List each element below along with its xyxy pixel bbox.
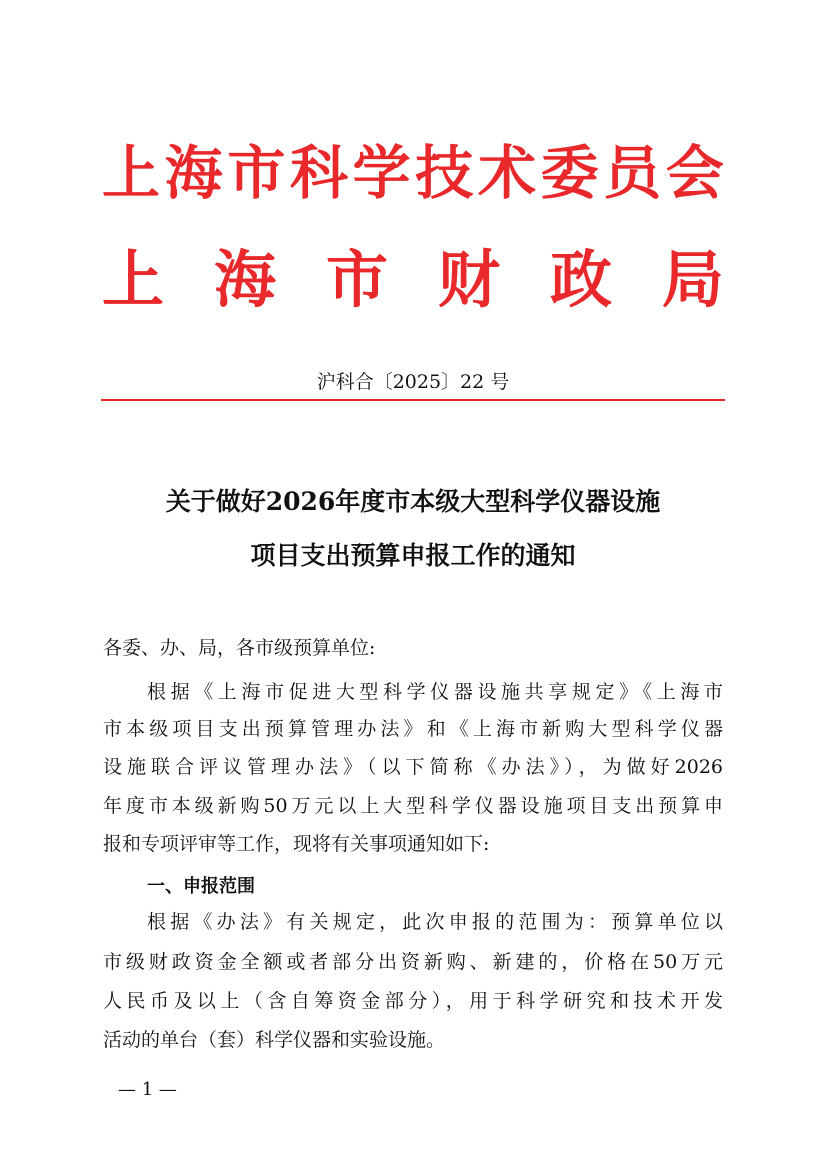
paragraph-2-line: 根据《办法》有关规定，此次申报的范围为：预算单位以 bbox=[147, 911, 723, 933]
paragraph-2-line: 人民币及以上（含自筹资金部分），用于科学研究和技术开发 bbox=[103, 990, 723, 1012]
issuer-science-commission bbox=[102, 138, 724, 208]
paragraph-1-line: 设施联合评议管理办法》（以下简称《办法》），为做好2026 bbox=[103, 756, 723, 778]
issuer-char: 科 bbox=[289, 139, 348, 207]
issuer-char: 会 bbox=[665, 139, 724, 207]
paragraph-1-line: 根据《上海市促进大型科学仪器设施共享规定》《上海市 bbox=[147, 681, 723, 703]
salutation: 各委、办、局，各市级预算单位: bbox=[103, 637, 376, 659]
issuer-char: 局 bbox=[661, 243, 724, 316]
paragraph-1-line: 报和专项评审等工作，现将有关事项通知如下: bbox=[103, 833, 490, 855]
issuer-finance-bureau bbox=[102, 243, 724, 317]
issuer-char: 市 bbox=[227, 139, 286, 207]
section-1-heading: 一、申报范围 bbox=[147, 876, 255, 897]
issuer-char: 海 bbox=[164, 139, 223, 207]
document-number: 沪科合〔2025〕22 号 bbox=[316, 371, 510, 393]
issuer-char: 学 bbox=[352, 139, 411, 207]
issuer-char: 财 bbox=[437, 243, 500, 316]
page-number: — 1 — bbox=[118, 1079, 177, 1100]
issuer-char: 政 bbox=[549, 243, 612, 316]
issuer-char: 上 bbox=[102, 139, 161, 207]
red-divider-line bbox=[101, 399, 725, 401]
paragraph-1-line: 市本级项目支出预算管理办法》和《上海市新购大型科学仪器 bbox=[103, 718, 723, 740]
issuer-char: 海 bbox=[213, 243, 276, 316]
issuer-char: 市 bbox=[325, 243, 388, 316]
paragraph-1-line: 年度市本级新购50万元以上大型科学仪器设施项目支出预算申 bbox=[103, 795, 723, 817]
issuer-char: 技 bbox=[415, 139, 474, 207]
issuer-char: 员 bbox=[603, 139, 662, 207]
document-title-line-1: 关于做好2026年度市本级大型科学仪器设施 bbox=[165, 487, 661, 516]
paragraph-2-line: 活动的单台（套）科学仪器和实验设施。 bbox=[103, 1029, 446, 1051]
issuer-char: 上 bbox=[102, 243, 165, 316]
issuer-char: 术 bbox=[477, 139, 536, 207]
document-title-line-2: 项目支出预算申报工作的通知 bbox=[250, 541, 576, 570]
paragraph-2-line: 市级财政资金全额或者部分出资新购、新建的，价格在50万元 bbox=[103, 951, 723, 973]
issuer-char: 委 bbox=[540, 139, 599, 207]
